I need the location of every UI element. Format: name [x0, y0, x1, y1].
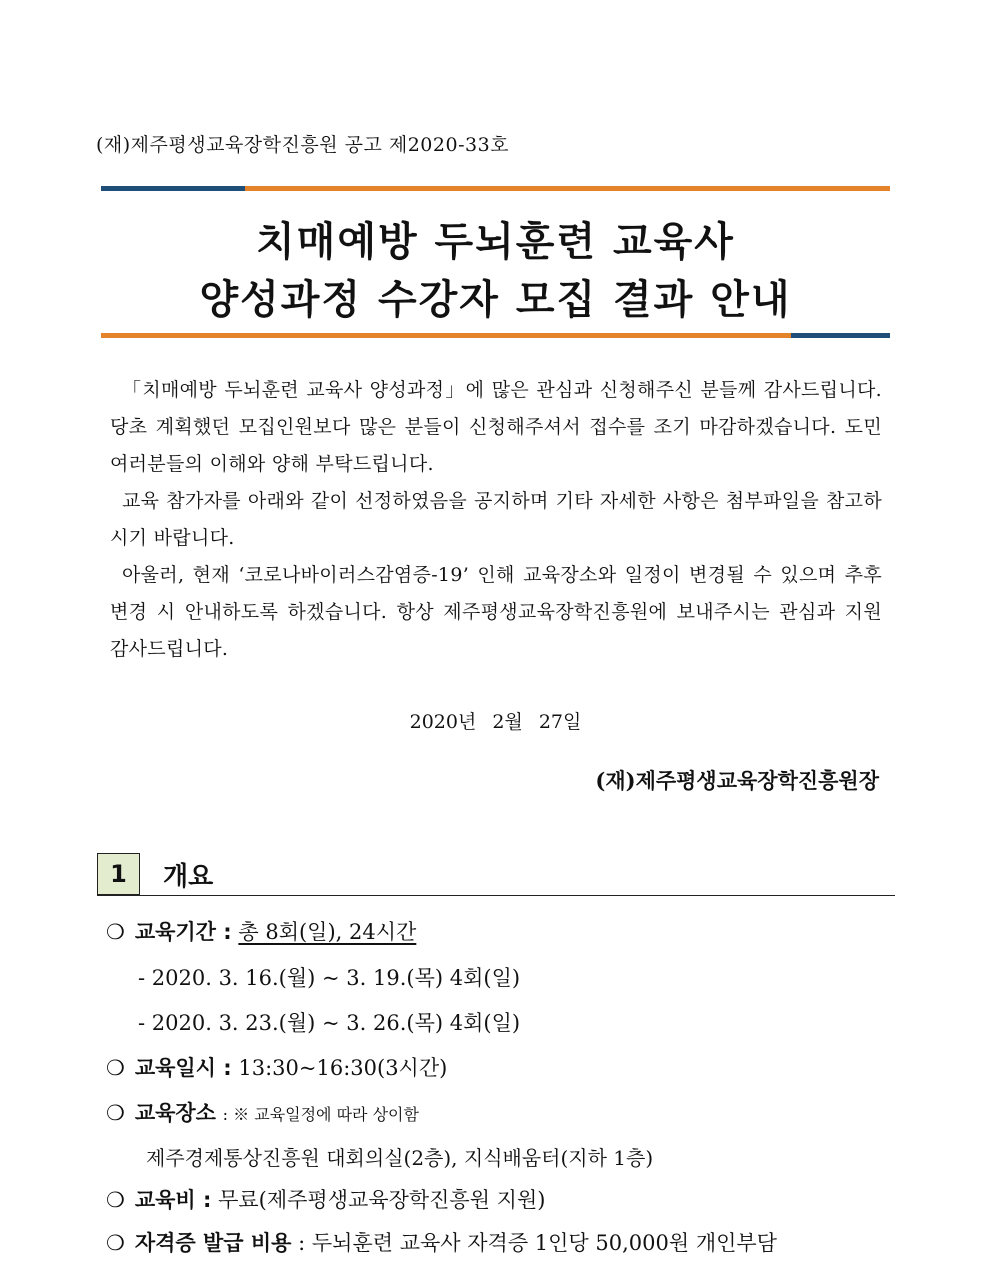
item-label: 교육기간 : [134, 920, 232, 944]
bar-orange-segment [245, 186, 890, 191]
item-label: 교육장소 [134, 1101, 216, 1125]
bullet-icon: ❍ [106, 1101, 125, 1125]
signer: (재)제주평생교육장학진흥원장 [595, 768, 879, 793]
page-title-line-2: 양성과정 수강자 모집 결과 안내 [199, 277, 792, 323]
place-detail: 제주경제통상진흥원 대회의실(2층), 지식배움터(지하 1층) [146, 1146, 654, 1170]
item-time [106, 1052, 447, 1082]
bar-navy-segment [101, 186, 245, 191]
item-value: 13:30~16:30(3시간) [238, 1056, 448, 1080]
body-paragraph-2: 교육 참가자를 아래와 같이 선정하였음을 공지하며 기타 자세한 사항은 첨부파일을 참고하시기 바랍니다. [110, 490, 882, 549]
page-title-line-1: 치매예방 두뇌훈련 교육사 [256, 219, 735, 265]
item-cert [106, 1227, 777, 1257]
item-label: 자격증 발급 비용 [134, 1231, 292, 1255]
item-value: 무료(제주평생교육장학진흥원 지원) [218, 1188, 546, 1212]
item-value: : 두뇌훈련 교육사 자격증 1인당 50,000원 개인부담 [298, 1231, 777, 1255]
bullet-icon: ❍ [106, 1231, 125, 1255]
item-label: 교육비 : [134, 1188, 212, 1212]
announcement-date: 2020년 2월 27일 [409, 711, 582, 733]
item-place [106, 1097, 419, 1127]
body-paragraph-1: 「치매예방 두뇌훈련 교육사 양성과정」에 많은 관심과 신청해주신 분들께 감사드립니다. 당초 계획했던 모집인원보다 많은 분들이 신청해주셔서 접수를 조기 마감하겠습니다. 도민 여러분들의 이해와 양해 부탁드립니다. [110, 379, 882, 475]
period-schedule-2: - 2020. 3. 23.(월) ~ 3. 26.(목) 4회(일) [138, 1011, 521, 1035]
notice-number: (재)제주평생교육장학진흥원 공고 제2020-33호 [96, 134, 510, 156]
item-note: : ※ 교육일정에 따라 상이함 [222, 1105, 419, 1124]
title-bottom-bar [101, 333, 890, 338]
item-fee [106, 1184, 545, 1214]
section-number: 1 [97, 853, 140, 895]
bar-orange-segment [101, 333, 791, 338]
bullet-icon: ❍ [106, 1188, 125, 1212]
title-top-bar [101, 186, 890, 191]
body-paragraph-3: 아울러, 현재 ‘코로나바이러스감염증-19’ 인해 교육장소와 일정이 변경될 수 있으며 추후 변경 시 안내하도록 하겠습니다. 항상 제주평생교육장학진흥원에 보내주시는 관심과 지원 감사드립니다. [110, 564, 882, 660]
bullet-icon: ❍ [106, 1056, 125, 1080]
section-divider [97, 895, 895, 896]
item-value: 총 8회(일), 24시간 [238, 920, 417, 944]
item-label: 교육일시 : [134, 1056, 232, 1080]
section-title: 개요 [163, 862, 214, 892]
period-schedule-1: - 2020. 3. 16.(월) ~ 3. 19.(목) 4회(일) [138, 966, 521, 990]
body-text [110, 372, 882, 668]
bullet-icon: ❍ [106, 920, 125, 944]
bar-navy-segment [791, 333, 890, 338]
item-period [106, 916, 416, 946]
